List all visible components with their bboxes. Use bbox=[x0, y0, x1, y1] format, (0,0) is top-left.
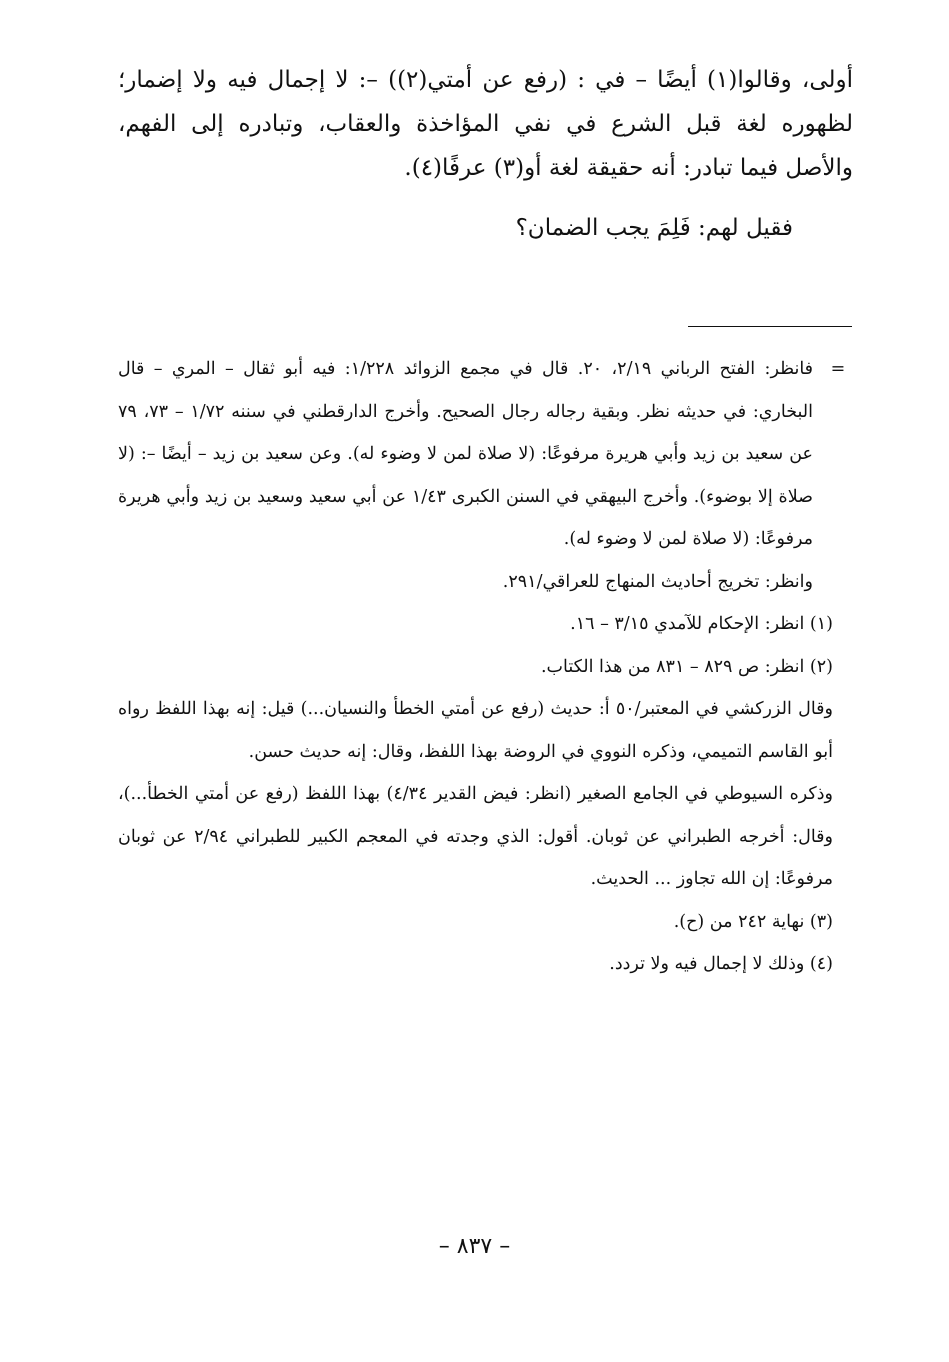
footnote-text: وانظر: تخريج أحاديث المنهاج للعراقي/٢٩١. bbox=[502, 571, 813, 592]
footnote-2: (٢) انظر: ص ٨٢٩ – ٨٣١ من هذا الكتاب. bbox=[540, 656, 833, 677]
footnote-3: (٣) نهاية ٢٤٢ من (ح). bbox=[673, 911, 833, 932]
footnote-text: وقال الزركشي في المعتبر/٥٠ أ: حديث (رفع عن أمتي الخطأ والنسيان...) قيل: إنه بهذا اللفظ رواه أبو القاسم التميمي، وذكره النووي في الروضة بهذا اللفظ، وقال: إنه حديث حسن. bbox=[118, 699, 833, 762]
continuation-marker: = bbox=[830, 359, 846, 379]
page-number: – ٨٣٧ – bbox=[438, 1234, 511, 1259]
main-paragraph: فقيل لهم: فَلِمَ يجب الضمان؟ bbox=[515, 215, 793, 241]
footnote-4: (٤) وذلك لا إجمال فيه ولا تردد. bbox=[609, 954, 833, 974]
footnote-text: وذكره السيوطي في الجامع الصغير (انظر: فيض القدير ٤/٣٤) بهذا اللفظ (رفع عن أمتي الخطأ...)، وقال: أخرجه الطبراني عن ثوبان. أقول: الذي وجدته في المعجم الكبير للطبراني ٢/٩٤ عن ثوبان مرفوعًا: إن الله تجاوز ... الحديث. bbox=[118, 784, 833, 889]
main-paragraph: أولى، وقالوا(١) أيضًا – في : (رفع عن أمتي(٢)) –: لا إجمال فيه ولا إضمار؛ لظهوره لغة قبل الشرع في نفي المؤاخذة والعقاب، وتبادره إلى الفهم، والأصل فيما تبادر: أنه حقيقة لغة أو(٣) عرفًا(٤). bbox=[118, 67, 853, 181]
footnote-1: (١) انظر: الإحكام للآمدي ٣/١٥ – ١٦. bbox=[570, 614, 833, 634]
footnote-text: فانظر: الفتح الرباني ٢/١٩، ٢٠. قال في مجمع الزوائد ١/٢٢٨: فيه أبو ثقال – المري – قال البخاري: في حديثه نظر. وبقية رجاله رجال الصحيح. وأخرج الدارقطني في سننه ١/٧٢ – ٧٣، ٧٩ عن سعيد بن زيد وأبي هريرة مرفوعًا: (لا صلاة لمن لا وضوء له). وعن سعيد بن زيد – أيضًا –: (لا صلاة إلا بوضوء). وأخرج البيهقي في السنن الكبرى ١/٤٣ عن أبي سعيد وسعيد بن زيد وأبي هريرة مرفوعًا: (لا صلاة لمن لا وضوء له). bbox=[118, 359, 814, 549]
footnote-separator bbox=[688, 326, 852, 327]
main-text bbox=[118, 58, 853, 250]
footnote-continuation bbox=[118, 348, 853, 561]
footnotes bbox=[118, 348, 853, 986]
